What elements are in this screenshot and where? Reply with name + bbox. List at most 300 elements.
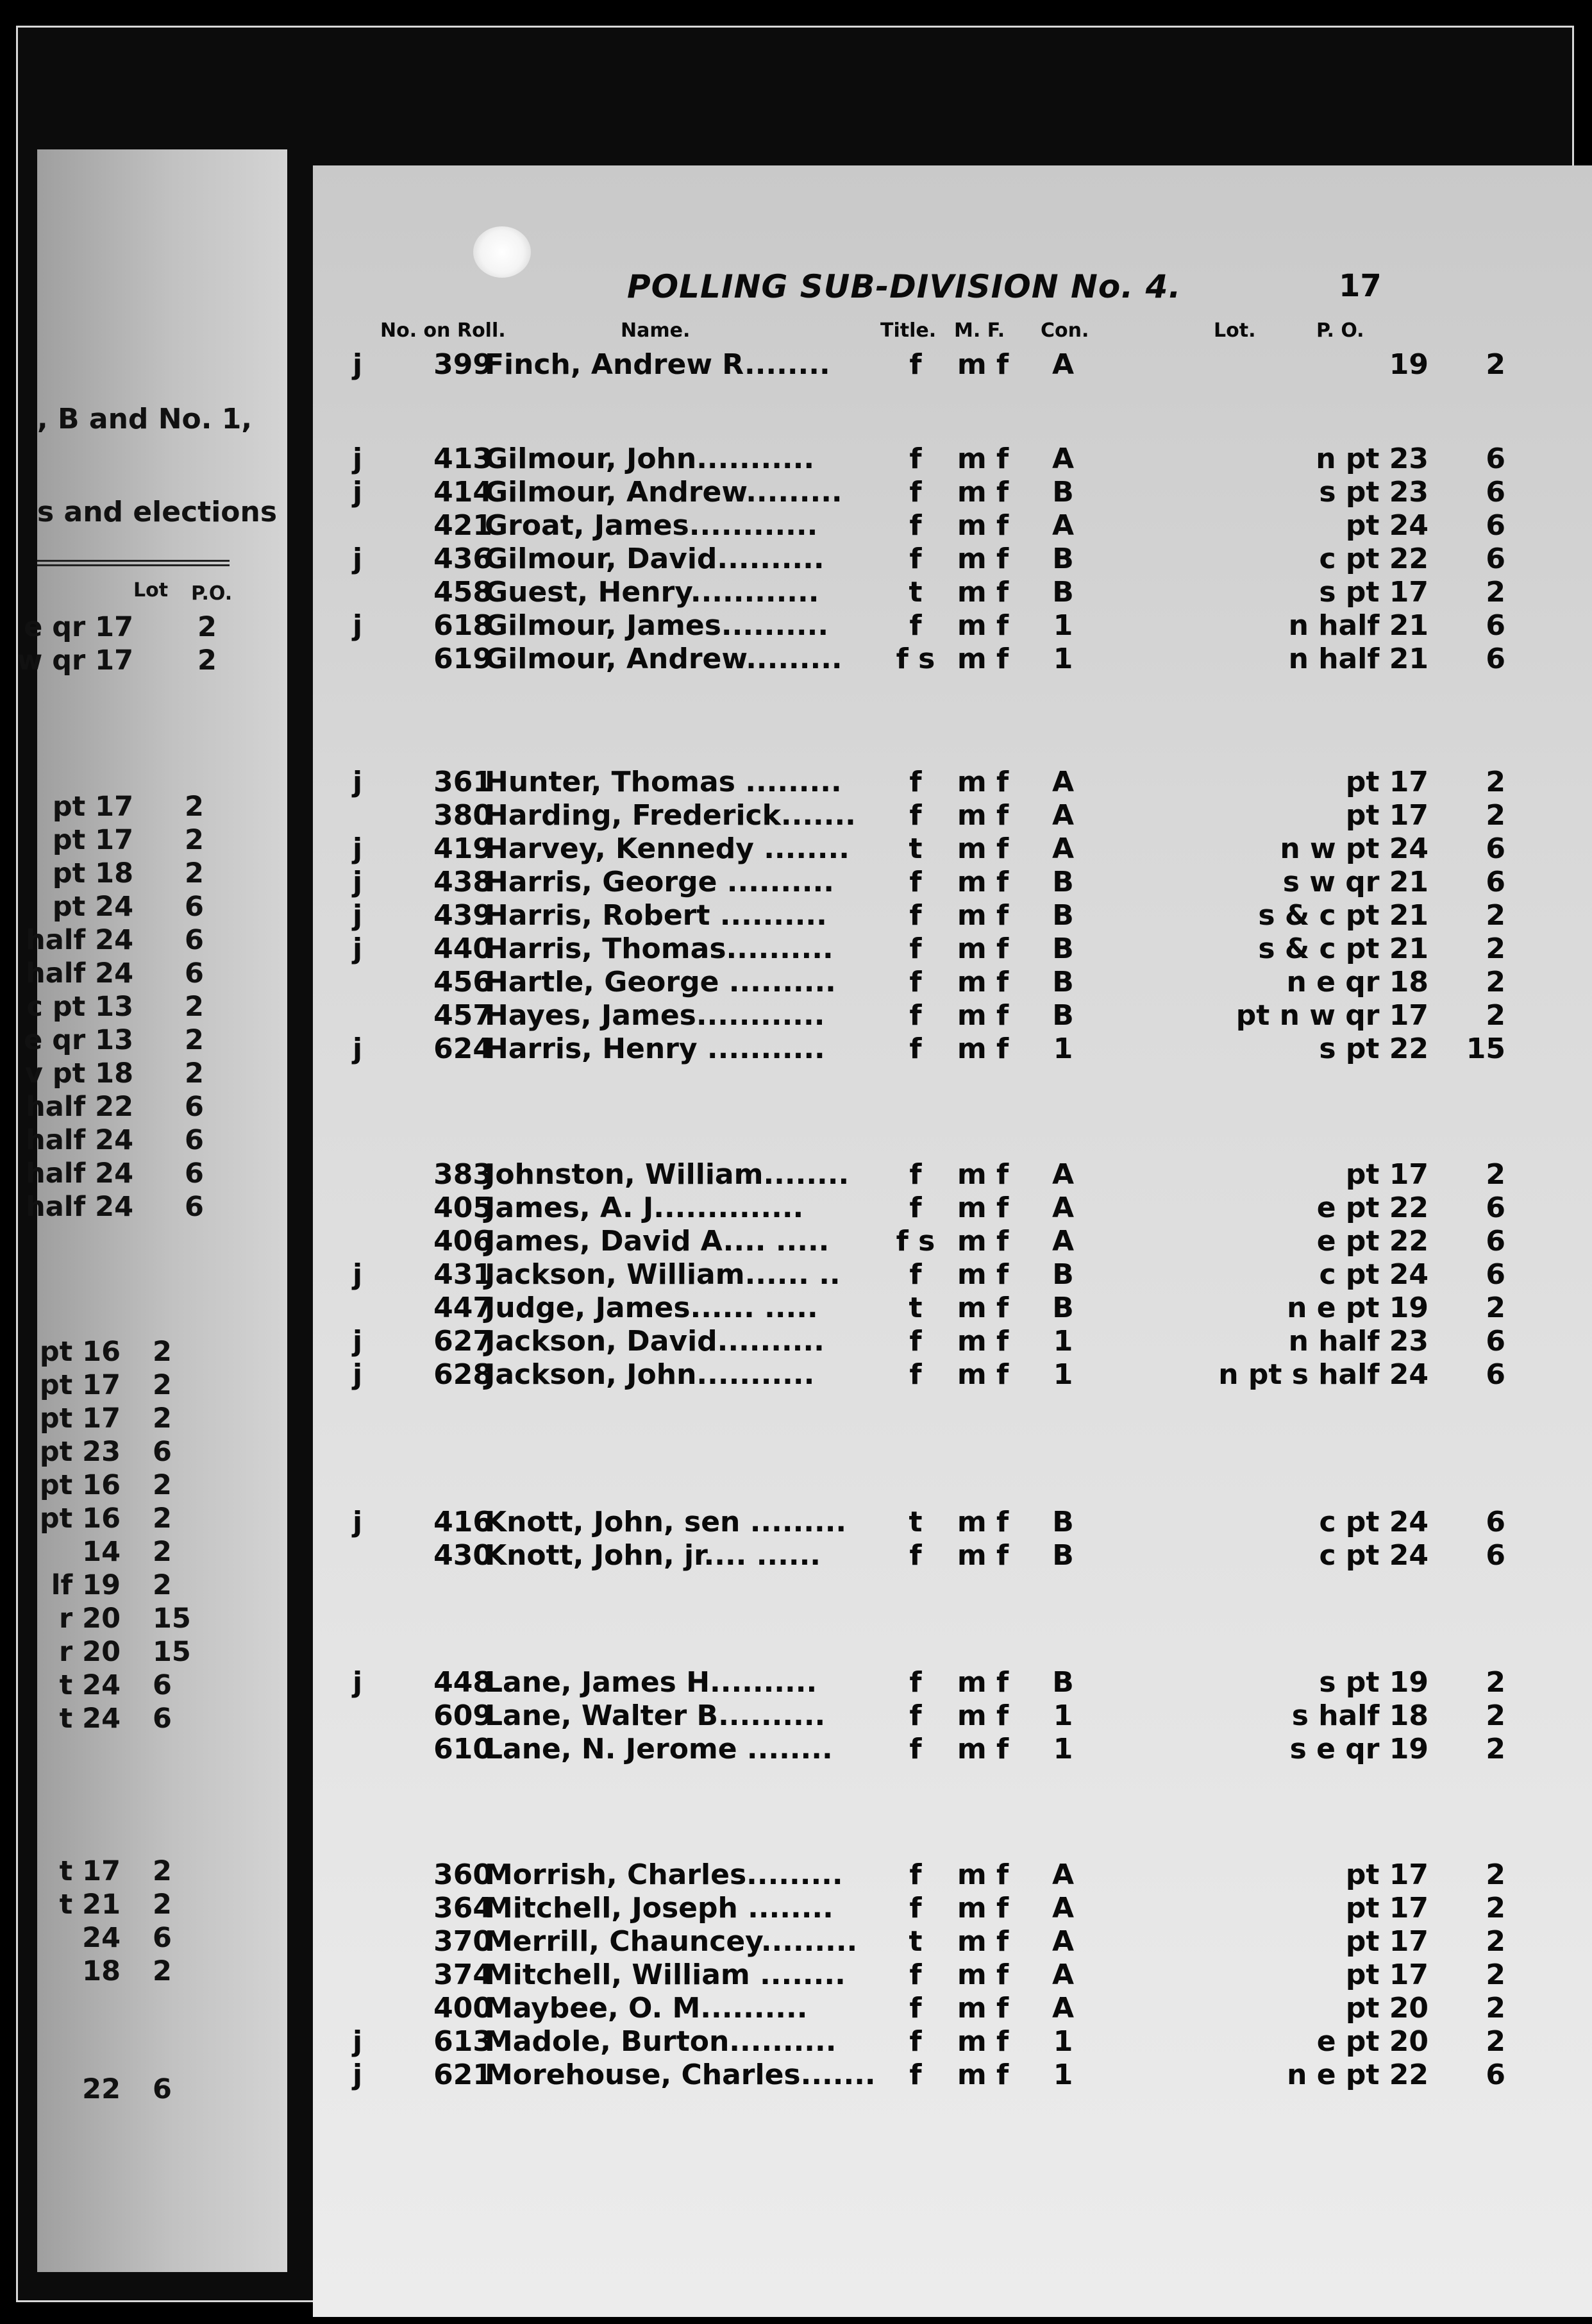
roll-number: 370 [433,1925,492,1958]
voter-mf: m f [957,1858,1009,1891]
header-con: Con. [1041,319,1089,342]
left-page-lot: t 24 [59,1703,121,1735]
voter-name: Gilmour, Andrew......... [485,476,842,509]
left-page-po: 6 [185,957,204,989]
voter-name: Jackson, William...... .. [485,1258,841,1291]
voter-mark: j [353,476,363,509]
voter-name: Harding, Frederick....... [485,799,856,832]
left-page-lot: r 20 [58,1636,121,1668]
header-name: Name. [621,319,691,342]
left-page-lot: pt 18 [52,857,133,889]
voter-lot: pt 17 [1345,1958,1429,1991]
left-page-row [26,1091,242,1123]
left-page-header-line-1: , B and No. 1, [37,403,253,435]
voter-title: f [909,866,922,898]
voter-lot: s e qr 19 [1289,1733,1429,1765]
voter-lot: s w qr 21 [1282,866,1429,898]
voter-po: 2 [1486,1158,1505,1191]
voter-lot: n half 21 [1288,609,1429,642]
left-page-lot: pt 17 [52,824,133,856]
voter-lot: pt 24 [1345,509,1429,542]
left-page-row [37,2073,242,2105]
voter-title: f [909,1958,922,1991]
left-page-po: 6 [185,1091,204,1123]
voter-row [313,643,1592,676]
left-page-lot: pt 17 [52,791,133,823]
voter-name: James, David A.... ..... [485,1225,830,1258]
voter-name: Maybee, O. M.......... [485,1992,808,2025]
voter-con: B [1052,576,1074,609]
voter-po: 2 [1486,899,1505,932]
voter-po: 6 [1486,1506,1505,1538]
voter-title: f [909,1699,922,1732]
voter-title: f [909,476,922,509]
voter-row [313,1733,1592,1766]
voter-title: t [909,1925,923,1958]
voter-po: 2 [1486,576,1505,609]
voter-po: 2 [1486,348,1505,381]
voter-po: 6 [1486,476,1505,509]
left-page-row [24,611,242,643]
voter-row [313,476,1592,509]
left-page-po: 2 [153,1569,172,1601]
voter-con: 1 [1053,643,1073,675]
roll-number: 430 [433,1539,492,1572]
voter-po: 2 [1486,932,1505,965]
voter-lot: s pt 22 [1319,1032,1429,1065]
voter-mf: m f [957,2025,1009,2058]
voter-mf: m f [957,1191,1009,1224]
left-page-lot: half 24 [26,1158,133,1190]
voter-title: f s [896,1225,935,1258]
voter-lot: e pt 22 [1316,1225,1429,1258]
left-page-po: 2 [153,1889,172,1921]
left-page-lot: 22 [82,2073,121,2105]
left-page-po: 15 [153,1636,191,1668]
voter-lot: pt 17 [1345,766,1429,798]
roll-number: 421 [433,509,492,542]
voter-po: 2 [1486,1292,1505,1324]
voter-po: 6 [1486,1325,1505,1358]
voter-row [313,1158,1592,1191]
voter-con: A [1052,799,1075,832]
left-page-po: 2 [197,611,217,643]
left-page-row [26,1124,242,1156]
voter-row [313,799,1592,832]
voter-name: Hunter, Thomas ......... [485,766,842,798]
voter-po: 6 [1486,1191,1505,1224]
voter-title: f [909,509,922,542]
header-title: Title. [880,319,937,342]
voter-title: t [909,832,923,865]
voter-po: 2 [1486,1858,1505,1891]
left-page-po: 2 [185,1057,204,1090]
voter-title: f [909,899,922,932]
roll-number: 361 [433,766,492,798]
voter-mf: m f [957,799,1009,832]
voter-title: f [909,766,922,798]
voter-name: Jackson, John........... [485,1358,815,1391]
roll-number: 621 [433,2059,492,2091]
voter-title: f [909,442,922,475]
voter-mf: m f [957,1699,1009,1732]
left-page-lot: pt 16 [39,1469,121,1501]
voter-title: f [909,1858,922,1891]
voter-lot: s & c pt 21 [1258,932,1429,965]
voter-mf: m f [957,899,1009,932]
left-page-lot: v pt 18 [24,1057,133,1090]
roll-number: 383 [433,1158,492,1191]
left-page-lot: pt 24 [52,891,133,923]
left-page-row [37,1436,242,1468]
voter-name: Groat, James............ [485,509,818,542]
voter-row [313,832,1592,866]
voter-name: Lane, James H.......... [485,1666,817,1699]
voter-con: 1 [1053,2059,1073,2091]
left-page-po: 6 [185,924,204,956]
page-title: POLLING SUB-DIVISION No. 4. [627,268,1182,305]
voter-row [313,1858,1592,1892]
voter-name: Harris, George .......... [485,866,834,898]
voter-con: B [1052,476,1074,509]
left-page-po: 6 [153,1436,172,1468]
voter-mark: j [353,1358,363,1391]
voter-mf: m f [957,1325,1009,1358]
voter-con: B [1052,1666,1074,1699]
left-page-po: 2 [153,1955,172,1987]
voter-po: 6 [1486,543,1505,575]
voter-title: f [909,799,922,832]
voter-name: Jackson, David.......... [485,1325,825,1358]
voter-lot: c pt 22 [1319,543,1429,575]
left-page-lot: pt 17 [39,1402,121,1435]
voter-con: B [1052,899,1074,932]
voter-row [313,1325,1592,1358]
left-page-fragment [17,149,287,2272]
voter-name: Hayes, James............ [485,999,825,1032]
voter-po: 6 [1486,866,1505,898]
roll-number: 619 [433,643,492,675]
voter-name: James, A. J.............. [485,1191,804,1224]
left-page-po: 6 [153,1703,172,1735]
left-page-po: 2 [185,791,204,823]
roll-number: 399 [433,348,492,381]
left-page-po-header: P.O. [191,582,233,605]
voter-lot: n e pt 22 [1287,2059,1429,2091]
voter-row [313,576,1592,609]
left-page-lot: w qr 17 [17,644,133,677]
voter-name: Knott, John, jr.... ...... [485,1539,821,1572]
voter-con: A [1052,1958,1075,1991]
roll-number: 406 [433,1225,492,1258]
voter-lot: s pt 17 [1319,576,1429,609]
voter-row [313,1358,1592,1392]
voter-name: Knott, John, sen ......... [485,1506,847,1538]
voter-row [313,2059,1592,2092]
voter-title: f [909,348,922,381]
voter-mf: m f [957,543,1009,575]
voter-row [313,1699,1592,1733]
voter-title: f s [896,643,935,675]
voter-lot: c pt 24 [1319,1506,1429,1538]
left-page-row [24,1024,242,1056]
left-page-po: 2 [153,1536,172,1568]
voter-mf: m f [957,1032,1009,1065]
voter-mf: m f [957,442,1009,475]
voter-con: B [1052,1539,1074,1572]
left-page-row [37,1369,242,1401]
voter-name: Finch, Andrew R........ [485,348,830,381]
left-page-lot: 18 [82,1955,121,1987]
voter-name: Hartle, George .......... [485,966,836,998]
roll-number: 413 [433,442,492,475]
voter-po: 2 [1486,1892,1505,1924]
voter-lot: s pt 19 [1319,1666,1429,1699]
left-page-lot: t 21 [59,1889,121,1921]
voter-mark: j [353,609,363,642]
voter-name: Harvey, Kennedy ........ [485,832,850,865]
voter-title: f [909,999,922,1032]
voter-po: 6 [1486,442,1505,475]
left-page-lot: pt 17 [39,1369,121,1401]
left-page-po: 6 [153,2073,172,2105]
voter-name: Merrill, Chauncey......... [485,1925,858,1958]
left-page-lot: c pt 13 [26,991,133,1023]
voter-po: 6 [1486,832,1505,865]
left-page-row [37,891,242,923]
voter-lot: n half 23 [1288,1325,1429,1358]
left-page-lot: e qr 13 [24,1024,133,1056]
voter-name: Mitchell, William ........ [485,1958,846,1991]
voter-con: A [1052,442,1075,475]
page-number: 17 [1339,268,1382,304]
voter-row [313,766,1592,799]
voter-mf: m f [957,999,1009,1032]
voter-row [313,442,1592,476]
voter-lot: n half 21 [1288,643,1429,675]
voter-name: Morrish, Charles......... [485,1858,843,1891]
voter-mf: m f [957,643,1009,675]
left-page-lot-header: Lot [133,579,169,602]
voter-mf: m f [957,509,1009,542]
voter-title: f [909,1325,922,1358]
voter-po: 2 [1486,766,1505,798]
voter-mark: j [353,348,363,381]
left-page-po: 2 [153,1336,172,1368]
voter-mf: m f [957,1925,1009,1958]
voter-mf: m f [957,1958,1009,1991]
voter-name: Judge, James...... ..... [485,1292,818,1324]
left-page-lot: e qr 17 [24,611,133,643]
voter-con: A [1052,766,1075,798]
voter-po: 6 [1486,1539,1505,1572]
voter-mf: m f [957,1258,1009,1291]
left-page-lot: pt 23 [39,1436,121,1468]
voter-con: 1 [1053,1325,1073,1358]
left-page-lot: half 24 [26,957,133,989]
voter-name: Morehouse, Charles....... [485,2059,876,2091]
voter-mf: m f [957,1992,1009,2025]
left-page-row [26,1158,242,1190]
voter-con: B [1052,1258,1074,1291]
voter-mf: m f [957,1158,1009,1191]
voter-row [313,1032,1592,1066]
voter-mark: j [353,832,363,865]
voter-title: f [909,609,922,642]
voter-con: B [1052,966,1074,998]
voter-mark: j [353,1666,363,1699]
left-page-po: 2 [185,1024,204,1056]
left-page-lot: pt 16 [39,1503,121,1535]
voter-mf: m f [957,1733,1009,1765]
left-page-po: 6 [185,1191,204,1223]
header-no-on-roll: No. on Roll. [380,319,506,342]
left-page-lot: 14 [82,1536,121,1568]
voter-con: A [1052,1925,1075,1958]
left-page-row [17,644,242,677]
left-page-po: 15 [153,1603,191,1635]
left-page-row [26,991,242,1023]
voter-title: f [909,543,922,575]
voter-title: f [909,1666,922,1699]
voter-con: B [1052,866,1074,898]
left-page-po: 6 [153,1922,172,1954]
voter-con: B [1052,932,1074,965]
voter-row [313,899,1592,932]
left-page-lot: lf 19 [51,1569,121,1601]
left-page-lot: half 22 [26,1091,133,1123]
roll-number: 624 [433,1032,492,1065]
voter-mark: j [353,1032,363,1065]
voter-name: Harris, Robert .......... [485,899,827,932]
voter-title: t [909,1292,923,1324]
voter-name: Gilmour, James.......... [485,609,829,642]
voter-mf: m f [957,1358,1009,1391]
voter-lot: 19 [1389,348,1429,381]
voter-con: A [1052,1992,1075,2025]
voter-title: t [909,576,923,609]
voter-mf: m f [957,1892,1009,1924]
roll-number: 400 [433,1992,492,2025]
roll-number: 457 [433,999,492,1032]
left-page-po: 2 [153,1503,172,1535]
voter-row [313,932,1592,966]
left-page-row [37,1922,242,1954]
roll-number: 609 [433,1699,492,1732]
roll-number: 628 [433,1358,492,1391]
left-page-po: 2 [185,857,204,889]
voter-mf: m f [957,1539,1009,1572]
voter-row [313,1892,1592,1925]
voter-title: f [909,1158,922,1191]
voter-name: Lane, N. Jerome ........ [485,1733,833,1765]
voter-po: 6 [1486,1258,1505,1291]
voter-mark: j [353,1258,363,1291]
voter-mark: j [353,1325,363,1358]
roll-number: 364 [433,1892,492,1924]
voter-mf: m f [957,1666,1009,1699]
voter-lot: s pt 23 [1319,476,1429,509]
voter-mark: j [353,899,363,932]
voter-mf: m f [957,1292,1009,1324]
voter-mf: m f [957,932,1009,965]
voter-con: A [1052,509,1075,542]
roll-number: 374 [433,1958,492,1991]
roll-number: 438 [433,866,492,898]
voter-con: B [1052,999,1074,1032]
voter-po: 6 [1486,609,1505,642]
voter-name: Gilmour, David.......... [485,543,825,575]
voter-con: 1 [1053,1699,1073,1732]
left-page-header-line-2: s and elections [37,496,278,528]
left-page-row [26,957,242,989]
left-page-row [37,1955,242,1987]
voter-con: A [1052,1158,1075,1191]
voter-lot: s half 18 [1291,1699,1429,1732]
voter-mf: m f [957,476,1009,509]
roll-number: 439 [433,899,492,932]
voter-po: 2 [1486,1666,1505,1699]
roll-number: 456 [433,966,492,998]
voter-row [313,509,1592,543]
voter-row [313,2025,1592,2059]
left-page-row [37,857,242,889]
voter-row [313,1225,1592,1258]
voter-row [313,609,1592,643]
voter-row [313,1666,1592,1699]
voter-po: 6 [1486,643,1505,675]
left-page-row [37,1536,242,1568]
voter-name: Guest, Henry............ [485,576,819,609]
header-po: P. O. [1316,319,1364,342]
voter-lot: n w pt 24 [1280,832,1429,865]
voter-po: 2 [1486,1733,1505,1765]
left-page-po: 6 [185,1158,204,1190]
voter-po: 6 [1486,2059,1505,2091]
header-mf: M. F. [954,319,1005,342]
voter-con: B [1052,1292,1074,1324]
left-page-row [26,924,242,956]
voter-row [313,1258,1592,1292]
voter-mark: j [353,1506,363,1538]
left-page-row [37,1569,242,1601]
voter-row [313,1958,1592,1992]
voter-lot: s & c pt 21 [1258,899,1429,932]
left-page-row [37,1402,242,1435]
voter-con: B [1052,1506,1074,1538]
voter-lot: pt 20 [1345,1992,1429,2025]
voter-po: 2 [1486,999,1505,1032]
voter-mark: j [353,2059,363,2091]
voter-mark: j [353,932,363,965]
left-page-po: 2 [197,644,217,677]
voter-title: f [909,2025,922,2058]
voter-title: f [909,966,922,998]
roll-number: 627 [433,1325,492,1358]
left-page-row [37,1469,242,1501]
voter-row [313,1292,1592,1325]
voter-po: 15 [1466,1032,1505,1065]
voter-mark: j [353,766,363,798]
voter-mf: m f [957,966,1009,998]
roll-number: 405 [433,1191,492,1224]
voter-po: 6 [1486,1358,1505,1391]
voter-lot: pt 17 [1345,1858,1429,1891]
left-page-row [37,1855,242,1887]
left-page-row [24,1057,242,1090]
voter-lot: pt 17 [1345,1892,1429,1924]
roll-number: 416 [433,1506,492,1538]
